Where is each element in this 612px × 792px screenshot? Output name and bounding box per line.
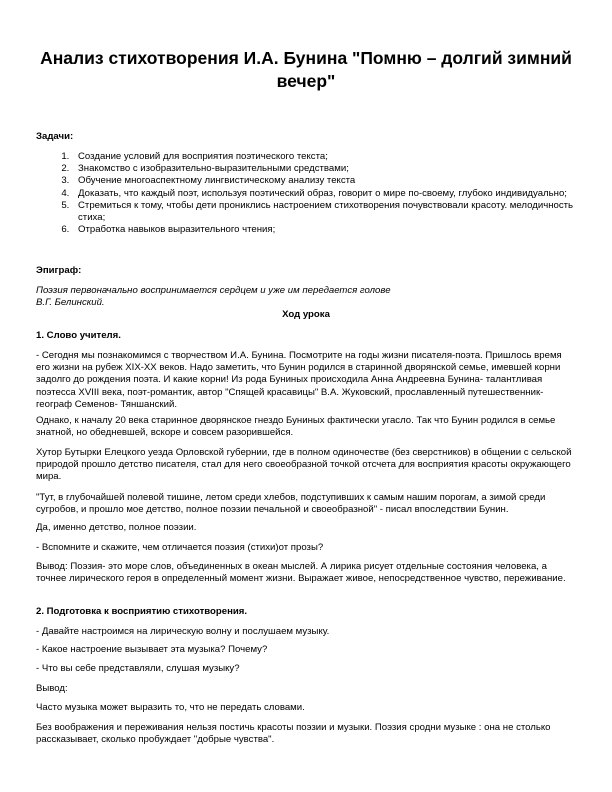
list-item: 6. Отработка навыков выразительного чтения;	[72, 224, 592, 236]
list-item: 2. Знакомство с изобразительно-выразительными средствами;	[72, 163, 592, 175]
paragraph: Вывод:	[36, 683, 68, 694]
document-title: Анализ стихотворения И.А. Бунина "Помню – долгий зимний вечер"	[40, 48, 572, 91]
epigraph-heading: Эпиграф:	[36, 265, 82, 276]
paragraph: Вывод: Поэзия- это море слов, объединенных в океан мыслей. А лирика рисует отдельные состояния человека, а точнее лирического героя в определенный момент жизни. Выражает живое, непосредственное чувство, переживание.	[36, 561, 566, 585]
list-item: 3. Обучение многоаспектному лингвистическому анализу текста	[72, 175, 592, 187]
paragraph: - Что вы себе представляли, слушая музыку?	[36, 663, 240, 674]
list-item: 4. Доказать, что каждый поэт, используя поэтический образ, говорит о мире по-своему, глубоко индивидуально;	[72, 188, 592, 200]
paragraph: Хутор Бутырки Елецкого уезда Орловской губернии, где в полном одиночестве (без сверстников) в общении с сельской природой прошло детство писателя, стал для него своеобразной точкой отсчета для восприятия красоты окружающего мира.	[36, 447, 572, 483]
paragraph: "Тут, в глубочайшей полевой тишине, летом среди хлебов, подступивших к самым нашим порогам, а зимой среди сугробов, и прошло мое детство, полное поэзии печальной и своеобразной" - писал впоследствии Бунин.	[36, 492, 546, 516]
tasks-list	[36, 151, 592, 236]
paragraph: Однако, к началу 20 века старинное дворянское гнездо Буниных фактически угасло. Так что Бунин родился в семье знатной, но обедневшей, вскоре и совсем разорившейся.	[36, 415, 556, 439]
paragraph: Без воображения и переживания нельзя постичь красоты поэзии и музыки. Поэзия сродни музыке : она не столько рассказывает, сколько пробуждает "добрые чувства".	[36, 722, 551, 746]
section1-heading: 1. Слово учителя.	[36, 330, 121, 341]
paragraph: - Сегодня мы познакомимся с творчеством И.А. Бунина. Посмотрите на годы жизни писателя-поэта. Пришлось время его жизни на рубеж XIX-XX веков. Надо заметить, что Бунин родился в старинной дворянской семье, имевшей корни задолго до рождения поэта. И какие корни! Из рода Буниных происходила Анна Андреевна Бунина- талантливая поэтесса XVIII века, поэт-романтик, автор "Спящей красавицы" В.А. Жуковский, прославленный путешественник-географ Семенов- Тяншанский.	[36, 350, 562, 410]
epigraph-text: Поэзия первоначально воспринимается сердцем и уже им передается голове	[36, 285, 391, 296]
paragraph: - Давайте настроимся на лирическую волну и послушаем музыку.	[36, 626, 330, 637]
tasks-heading: Задачи:	[36, 131, 74, 142]
list-item: 5. Стремиться к тому, чтобы дети прониклись настроением стихотворения почувствовали красоту. мелодичность стиха;	[72, 200, 592, 224]
paragraph: Часто музыка может выразить то, что не передать словами.	[36, 702, 305, 713]
paragraph: Да, именно детство, полное поэзии.	[36, 522, 197, 533]
list-item: 1. Создание условий для восприятия поэтического текста;	[72, 151, 592, 163]
paragraph: - Вспомните и скажите, чем отличается поэзия (стихи)от прозы?	[36, 542, 324, 553]
paragraph: - Какое настроение вызывает эта музыка? Почему?	[36, 644, 268, 655]
lesson-heading: Ход урока	[282, 309, 330, 320]
section2-heading: 2. Подготовка к восприятию стихотворения.	[36, 606, 248, 617]
epigraph-author: В.Г. Белинский.	[36, 297, 105, 308]
